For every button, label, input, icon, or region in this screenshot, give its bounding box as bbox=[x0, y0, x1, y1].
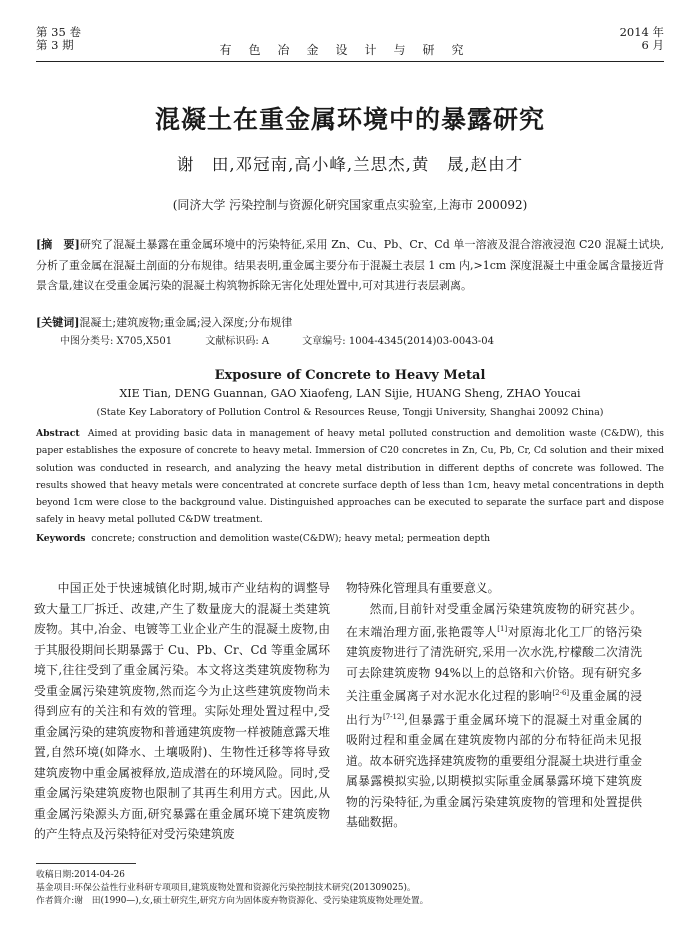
keywords-cn-text: 混凝土;建筑废物;重金属;浸入深度;分布规律 bbox=[79, 316, 293, 329]
affiliation: (同济大学 污染控制与资源化研究国家重点实验室,上海市 200092) bbox=[172, 198, 528, 212]
document-code: 文献标识码: A bbox=[205, 336, 270, 347]
paper-title: 混凝土在重金属环境中的暴露研究 bbox=[154, 105, 545, 134]
footnote-rule bbox=[36, 863, 136, 864]
author-list: 谢 田,邓冠南,高小峰,兰思杰,黄 晟,赵由才 bbox=[176, 155, 524, 174]
citation: [7-12] bbox=[382, 712, 405, 721]
year-label: 2014 年 bbox=[619, 25, 664, 39]
body-paragraph bbox=[346, 599, 642, 833]
volume-label: 第 35 卷 bbox=[36, 25, 81, 39]
keywords-en bbox=[36, 532, 664, 546]
author-bio: 作者简介:谢 田(1990—),女,硕士研究生,研究方向为固体废弃物资源化、受污染建筑废物处理处置。 bbox=[36, 896, 429, 906]
footnotes bbox=[36, 869, 664, 908]
citation: [2-6] bbox=[552, 689, 570, 698]
keywords-en-label: Keywords bbox=[36, 533, 86, 544]
abstract-cn bbox=[36, 235, 664, 297]
body-text: ,但暴露于重金属环境下的混凝土对重金属的吸附过程和重金属在建筑废物内部的分布特征尚未见报道。故本研究选择建筑废物的重要组分混凝土块进行重金属暴露模拟实验,以期模拟实际重金属暴露环境下建筑废物的污染特征,为重金属污染建筑废物的管理和处置提供基础数据。 bbox=[346, 712, 642, 830]
body-text: 然而,目前针对受重金属污染建筑废物的研究甚少。在末端治理方面,张艳霞等人 bbox=[346, 601, 642, 639]
keywords-cn-label: [关键词] bbox=[36, 316, 80, 329]
abstract-cn-label: [摘 要] bbox=[36, 238, 80, 251]
english-affiliation: (State Key Laboratory of Pollution Control & Resources Reuse, Tongji University, Shanghai 20092 China) bbox=[96, 407, 604, 418]
body-paragraph: 物特殊化管理具有重要意义。 bbox=[346, 581, 500, 595]
received-date: 收稿日期:2014-04-26 bbox=[36, 870, 125, 880]
english-authors: XIE Tian, DENG Guannan, GAO Xiaofeng, LAN Sijie, HUANG Sheng, ZHAO Youcai bbox=[119, 387, 581, 400]
body-text: 对原海北化工厂的铬污染建筑废物进行了清洗研究,采用一次水洗,柠檬酸二次清洗可去除建筑废物 94%以上的总铬和六价铬。现有研究多关注重金属离子对水泥水化过程的影响 bbox=[346, 624, 642, 704]
keywords-en-text: concrete; construction and demolition waste(C&DW); heavy metal; permeation depth bbox=[91, 533, 491, 544]
header-rule bbox=[36, 61, 664, 62]
classification-line bbox=[60, 335, 660, 349]
article-number: 文章编号: 1004-4345(2014)03-0043-04 bbox=[302, 336, 495, 347]
abstract-en bbox=[36, 425, 664, 529]
body-column-right bbox=[346, 578, 642, 833]
month-label: 6 月 bbox=[641, 38, 664, 52]
running-header-right bbox=[620, 26, 664, 52]
fund-note: 基金项目:环保公益性行业科研专项项目,建筑废物处置和资源化污染控制技术研究(201309025)。 bbox=[36, 883, 416, 893]
english-title: Exposure of Concrete to Heavy Metal bbox=[214, 368, 486, 383]
body-text: 及重金属的浸出行为 bbox=[346, 689, 642, 727]
issue-label: 第 3 期 bbox=[36, 38, 74, 52]
journal-name: 有色冶金设计与研究 bbox=[219, 43, 481, 57]
clc-number: 中图分类号: X705,X501 bbox=[60, 336, 173, 347]
keywords-cn bbox=[36, 315, 664, 331]
abstract-en-label: Abstract bbox=[36, 428, 80, 439]
body-column-left bbox=[34, 578, 330, 845]
citation: [1] bbox=[497, 625, 508, 633]
abstract-en-text: Aimed at providing basic data in management of heavy metal polluted construction and demolition waste (C&DW), this paper establishes the exposure of concrete to heavy metal. Immersion of C20 concretes in Zn, Cu, Pb, Cr, Cd solution and their mixed solution was conducted in research, and analyzing the heavy metal distribution in different depths of concrete was followed. The results showed that heavy metals were concentrated at concrete surface depth of less than 1cm, heavy metal concentrations in depth beyond 1cm were close to the background value. Distinguished approaches can be executed to separate the surface part and dispose safely in heavy metal polluted C&DW treatment. bbox=[36, 428, 664, 526]
abstract-cn-text: 研究了混凝土暴露在重金属环境中的污染特征,采用 Zn、Cu、Pb、Cr、Cd 单一溶液及混合溶液浸泡 C20 混凝土试块,分析了重金属在混凝土剖面的分布规律。结果表明,重金属主要分布于混凝土表层 1 cm 内,>1cm 深度混凝土中重金属含量接近背景含量,建议在受重金属污染的混凝土构筑物拆除无害化处理处置中,可对其进行表层剥离。 bbox=[36, 238, 664, 292]
body-paragraph: 中国正处于快速城镇化时期,城市产业结构的调整导致大量工厂拆迁、改建,产生了数量庞大的混凝土类建筑废物。其中,冶金、电镀等工业企业产生的混凝土废物,由于其服役期间长期暴露于 Cu、Pb、Cr、Cd 等重金属环境下,往往受到了重金属污染。本文将这类建筑废物称为受重金属污染建筑废物,然而迄今为止这些建筑废物尚未得到应有的关注和有效的管理。实际处理处置过程中,受重金属污染的建筑废物和普通建筑废物一样被随意露天堆置,自然环境(如降水、土壤吸附)、生物性迁移等将导致建筑废物中重金属被释放,造成潜在的环境风险。同时,受重金属污染建筑废物也限制了其再生利用方式。因此,从重金属污染源头方面,研究暴露在重金属环境下建筑废物的产生特点及污染特征对受污染建筑废 bbox=[34, 581, 330, 841]
